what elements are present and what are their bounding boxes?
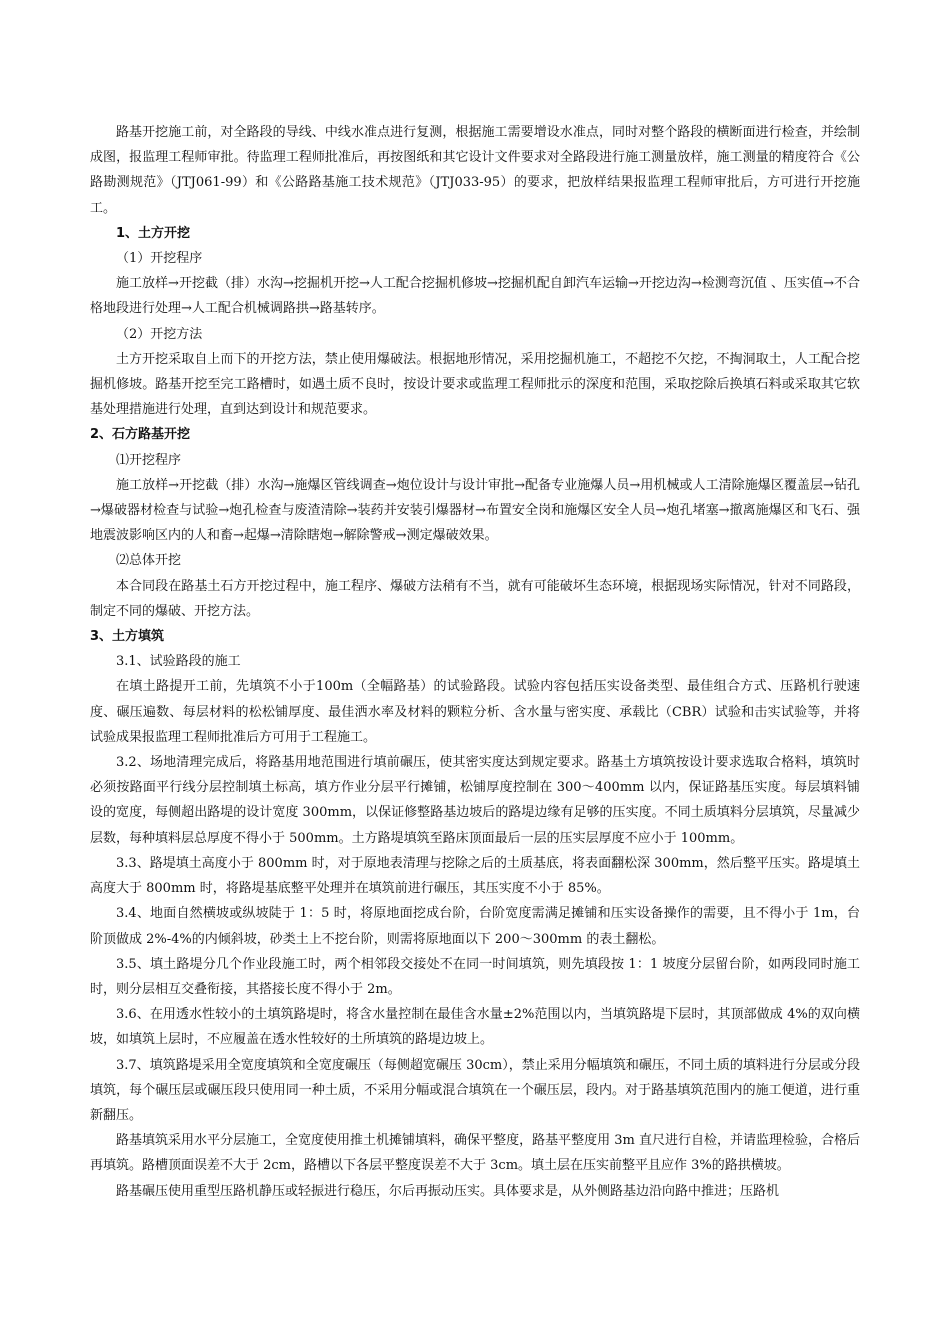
paragraph: 施工放样→开挖截（排）水沟→施爆区管线调查→炮位设计与设计审批→配备专业施爆人员→用机械或人工清除施爆区覆盖层→钻孔→爆破器材检查与试验→炮孔检查与废渣清除→装药并安装引爆器材→布置安全岗和施爆区安全人员→炮孔堵塞→撤离施爆区和飞石、强地震波影响区内的人和畜→起爆→清除瞎炮→解除警戒→测定爆破效果。 — [90, 477, 860, 544]
paragraph: 3.4、地面自然横坡或纵坡陡于 1：5 时，将原地面挖成台阶，台阶宽度需满足摊铺和压实设备操作的需要，且不得小于 1m，台阶顶做成 2%-4%的内倾斜坡，砂类土上不挖台阶，则需将原地面以下 200～300mm 的表土翻松。 — [90, 906, 860, 947]
paragraph: 本合同段在路基土石方开挖过程中，施工程序、爆破方法稍有不当，就有可能破坏生态环境，根据现场实际情况，针对不同路段，制定不同的爆破、开挖方法。 — [90, 578, 860, 619]
paragraph: ⑴开挖程序 — [116, 452, 182, 468]
paragraph: 施工放样→开挖截（排）水沟→挖掘机开挖→人工配合挖掘机修坡→挖掘机配自卸汽车运输→开挖边沟→检测弯沉值 、压实值→不合格地段进行处理→人工配合机械调路拱→路基转序。 — [90, 276, 860, 317]
section-heading: 3、土方填筑 — [90, 629, 165, 645]
paragraph: （1）开挖程序 — [116, 251, 203, 267]
paragraph: 路基开挖施工前，对全路段的导线、中线水准点进行复测，根据施工需要增设水准点，同时对整个路段的横断面进行检查，并绘制成图，报监理工程师审批。待监理工程师批准后，再按图纸和其它设计文件要求对全路段进行施工测量放样，施工测量的精度符合《公路勘测规范》（JTJ061-99）和《公路路基施工技术规范》（JTJ033-95）的要求，把放样结果报监理工程师审批后，方可进行开挖施工。 — [90, 125, 860, 216]
paragraph: 3.2、场地清理完成后，将路基用地范围进行填前碾压，使其密实度达到规定要求。路基土方填筑按设计要求选取合格料，填筑时必须按路面平行线分层控制填土标高，填方作业分层平行摊铺，松铺厚度控制在 300～400mm 以内，保证路基压实度。每层填料铺设的宽度，每侧超出路堤的设计宽度 300mm，以保证修整路基边坡后的路堤边缘有足够的压实度。不同土质填料分层填筑，尽量减少层数，每种填料层总厚度不得小于 500mm。土方路堤填筑至路床顶面最后一层的压实层厚度不应小于 100mm。 — [90, 755, 860, 846]
section-heading: 2、石方路基开挖 — [90, 427, 191, 443]
section-heading: 1、土方开挖 — [116, 225, 191, 241]
paragraph: 3.6、在用透水性较小的土填筑路堤时，将含水量控制在最佳含水量±2%范围以内，当填筑路堤下层时，其顶部做成 4%的双向横坡，如填筑上层时，不应履盖在透水性较好的土所填筑的路堤边坡上。 — [90, 1007, 860, 1048]
paragraph: 土方开挖采取自上而下的开挖方法，禁止使用爆破法。根据地形情况，采用挖掘机施工，不超挖不欠挖，不掏洞取土，人工配合挖掘机修坡。路基开挖至完工路槽时，如遇土质不良时，按设计要求或监理工程师批示的深度和范围，采取挖除后换填石料或采取其它软基处理措施进行处理，直到达到设计和规范要求。 — [90, 351, 860, 418]
paragraph: 3.7、填筑路堤采用全宽度填筑和全宽度碾压（每侧超宽碾压 30cm），禁止采用分幅填筑和碾压，不同土质的填料进行分层或分段填筑，每个碾压层或碾压段只使用同一种土质，不采用分幅或混合填筑在一个碾压层，段内。对于路基填筑范围内的施工便道，进行重新翻压。 — [90, 1057, 860, 1123]
paragraph: 3.3、路堤填土高度小于 800mm 时，对于原地表清理与挖除之后的土质基底，将表面翻松深 300mm，然后整平压实。路堤填土高度大于 800mm 时，将路堤基底整平处理并在填筑前进行碾压，其压实度不小于 85%。 — [90, 855, 860, 897]
paragraph: ⑵总体开挖 — [116, 553, 182, 569]
document-body — [90, 120, 860, 1204]
paragraph: （2）开挖方法 — [116, 326, 203, 342]
paragraph: 3.5、填土路堤分几个作业段施工时，两个相邻段交接处不在同一时间填筑，则先填段按 1：1 坡度分层留台阶，如两段同时施工时，则分层相互交叠衔接，其搭接长度不得小于 2m。 — [90, 956, 860, 997]
paragraph: 路基填筑采用水平分层施工，全宽度使用推土机摊铺填料，确保平整度，路基平整度用 3m 直尺进行自检，并请监理检验，合格后再填筑。路槽顶面误差不大于 2cm，路槽以下各层平整度误差不大于 3cm。填土层在压实前整平且应作 3%的路拱横坡。 — [90, 1133, 860, 1174]
paragraph: 路基碾压使用重型压路机静压或轻振进行稳压，尔后再振动压实。具体要求是，从外侧路基边沿向路中推进；压路机 — [116, 1183, 780, 1199]
paragraph: 3.1、试验路段的施工 — [116, 654, 241, 670]
paragraph: 在填土路提开工前，先填筑不小于100m（全幅路基）的试验路段。试验内容包括压实设备类型、最佳组合方式、压路机行驶速度、碾压遍数、每层材料的松松铺厚度、最佳洒水率及材料的颗粒分析、含水量与密实度、承载比（CBR）试验和击实试验等，并将试验成果报监理工程师批准后方可用于工程施工。 — [90, 679, 860, 745]
